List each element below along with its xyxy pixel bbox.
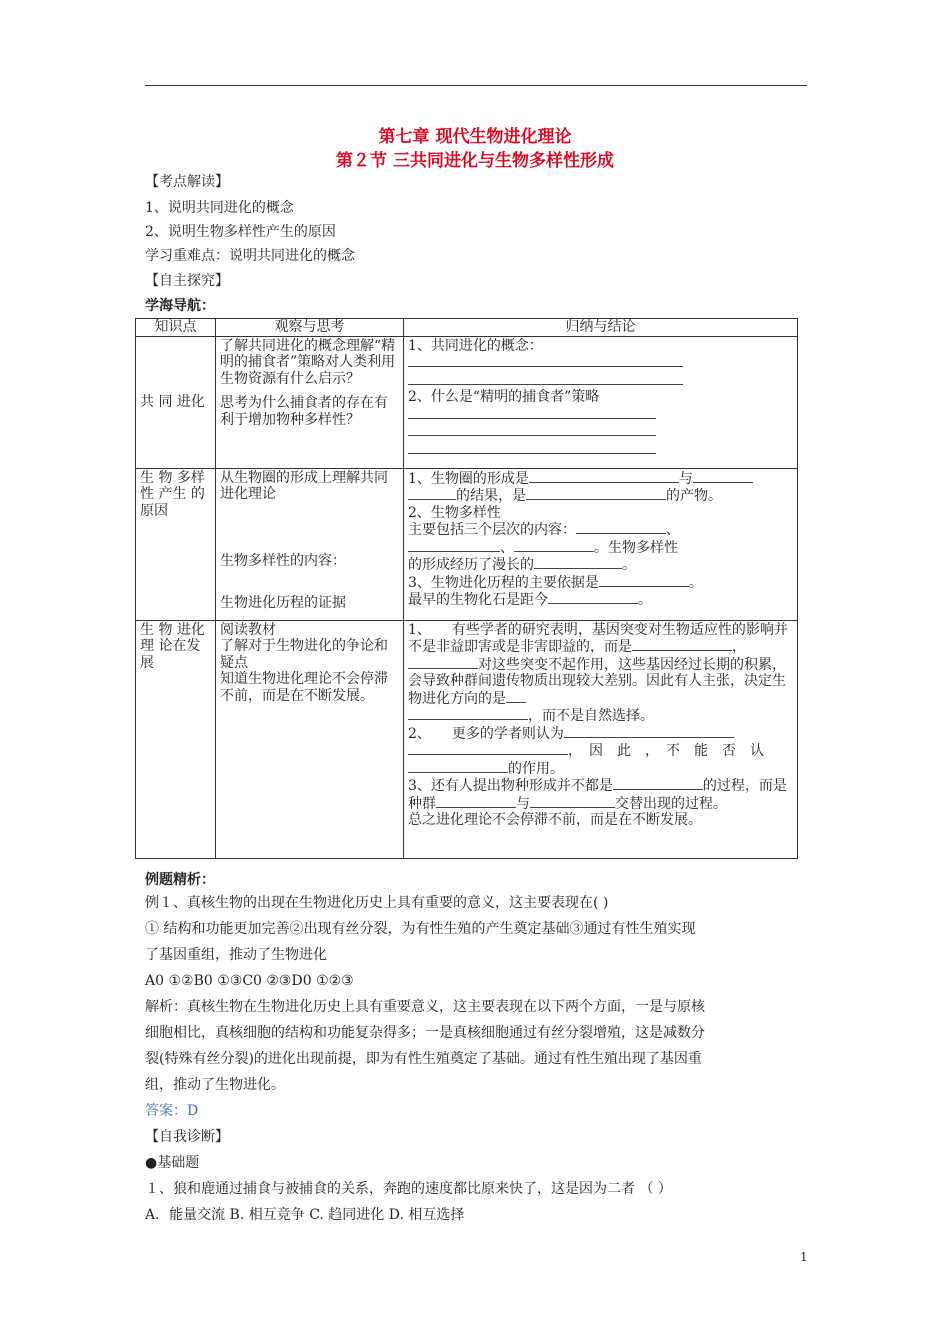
conclude-text: 的产物。	[666, 488, 722, 504]
fill-blank[interactable]	[599, 574, 689, 587]
table-row	[136, 468, 798, 620]
fill-blank[interactable]	[564, 725, 734, 738]
page-number: 1	[800, 1250, 808, 1264]
conclude-text: ，而不是自然选择。	[528, 708, 654, 724]
fill-blank[interactable]	[632, 638, 732, 651]
selftest-question: １、狼和鹿通过捕食与被捕食的关系，奔跑的速度都比原来快了，这是因为二者 （ ）	[145, 1181, 672, 1197]
header-conclude: 归纳与结论	[404, 319, 798, 337]
fill-blank[interactable]	[529, 470, 679, 483]
conclude-text: 的形成经历了漫长的	[408, 557, 534, 573]
fill-blank[interactable]	[408, 760, 508, 773]
fill-blank[interactable]	[526, 487, 666, 500]
analysis-text: 解析：真核生物在生物进化历史上具有重要意义，这主要表现在以下两个方面，一是与原核	[145, 999, 705, 1015]
kaodian-item-1: 1、说明共同进化的概念	[145, 200, 294, 216]
fill-blank[interactable]	[530, 795, 615, 808]
fill-blank[interactable]	[408, 707, 528, 720]
conclude-text: 最早的生物化石是距今	[408, 592, 548, 608]
conclude-text: 总之进化理论不会停滞不前，而是在不断发展。	[408, 812, 702, 828]
options-text: 了基因重组，推动了生物进化	[145, 947, 327, 963]
conclude-text: 主要包括三个层次的内容：	[408, 522, 576, 538]
table-row	[136, 336, 798, 468]
topic-cell: 生 物 进化 理 论在发展	[136, 620, 216, 858]
conclude-text: 2、什么是“精明的捕食者”策略	[408, 389, 600, 405]
fill-blank[interactable]	[408, 441, 656, 454]
conclude-text: 1、共同进化的概念：	[408, 337, 543, 354]
conclude-text: 交替出现的过程。	[615, 795, 727, 812]
basic-label: ●基础题	[145, 1155, 200, 1171]
fill-blank[interactable]	[576, 521, 666, 534]
header-rule	[145, 85, 807, 86]
conclude-text: 与	[516, 795, 530, 812]
options-text: ① 结构和功能更加完善②出现有丝分裂，为有性生殖的产生奠定基础③通过有性生殖实现	[145, 921, 696, 937]
conclude-text: 1、生物圈的形成是	[408, 470, 529, 487]
fill-blank[interactable]	[408, 539, 500, 552]
topic-cell: 共 同 进化	[136, 336, 216, 468]
conclude-text: 。	[622, 557, 636, 573]
selftest-heading: 【自我诊断】	[145, 1129, 229, 1145]
conclude-text: 的作用。	[508, 760, 564, 777]
analysis-text: 细胞相比，真核细胞的结构和功能复杂得多；一是真核细胞通过有丝分裂增殖，这是减数分	[145, 1025, 705, 1041]
conclude-cell	[404, 336, 798, 468]
conclude-text: 3、还有人提出物种形成并不都是	[408, 778, 613, 794]
conclude-cell	[404, 468, 798, 620]
fill-blank[interactable]	[408, 423, 656, 436]
chapter-title: 第七章 现代生物进化理论	[378, 127, 572, 147]
selftest-options: A．能量交流 B. 相互竞争 C. 趋同进化 D. 相互选择	[145, 1207, 465, 1223]
table-row	[136, 620, 798, 858]
conclude-text: 、	[500, 539, 514, 556]
conclude-text: 的结果，是	[456, 488, 526, 504]
conclude-text: 的过程，而是种群	[408, 778, 787, 812]
fill-blank[interactable]	[693, 470, 753, 483]
observe-text: 了解共同进化的概念理解“精明的捕食者”策略对人类利用生物资源有什么启示？	[220, 337, 396, 387]
fill-blank[interactable]	[408, 656, 478, 669]
conclude-text: 。	[638, 592, 652, 608]
answer-text: 答案：D	[145, 1103, 199, 1119]
example-question	[145, 890, 807, 1228]
nav-label: 学海导航：	[145, 298, 215, 314]
fill-blank[interactable]	[548, 591, 638, 604]
analysis-text: 组，推动了生物进化。	[145, 1077, 285, 1093]
fill-blank[interactable]	[613, 777, 703, 790]
fill-blank[interactable]	[408, 354, 683, 367]
conclude-text: ， 因 此 ， 不 能 否 认	[568, 743, 764, 759]
difficulty-line: 学习重难点：说明共同进化的概念	[145, 248, 355, 264]
conclude-text: 对这些突变不起作用，这些基因经过长期的积累，会导致种群间遗传物质出现较大差别。因此有人主张，决定生物进化方向的是	[408, 656, 786, 707]
conclude-text: 。	[688, 574, 703, 591]
study-table	[135, 318, 798, 859]
conclude-text: 2、 更多的学者则认为	[408, 725, 564, 742]
fill-blank[interactable]	[408, 372, 683, 385]
observe-text: 知道生物进化理论不会停滞不前，而是在不断发展。	[220, 671, 388, 704]
header-topic: 知识点	[136, 319, 216, 337]
kaodian-item-2: 2、说明生物多样性产生的原因	[145, 224, 336, 240]
observe-cell	[216, 336, 404, 468]
example-heading: 例题精析：	[145, 872, 215, 888]
zizhu-heading: 【自主探究】	[145, 273, 229, 289]
conclude-cell	[404, 620, 798, 858]
section-title: 第２节 三共同进化与生物多样性形成	[336, 151, 614, 171]
observe-text: 阅读教材	[220, 621, 276, 638]
conclude-text: 1、 有些学者的研究表明，基因突变对生物适应性的影响并不是非益即害或是非害即益的，而是	[408, 621, 788, 655]
conclude-text: 。生物多样性	[594, 539, 678, 556]
choices-text: A0 ①②B0 ①③C0 ②③D0 ①②③	[145, 973, 354, 989]
header-observe: 观察与思考	[216, 319, 404, 337]
fill-blank[interactable]	[506, 690, 526, 703]
fill-blank[interactable]	[408, 742, 568, 755]
fill-blank[interactable]	[534, 556, 622, 569]
fill-blank[interactable]	[408, 406, 656, 419]
table-header-row	[136, 319, 798, 337]
conclude-text: 与	[678, 470, 693, 487]
analysis-text: 裂(特殊有丝分裂)的进化出现前提，即为有性生殖奠定了基础。通过有性生殖出现了基因重	[145, 1051, 702, 1067]
observe-text: 生物多样性的内容：	[220, 552, 346, 569]
conclude-text: 、	[666, 522, 680, 538]
observe-cell	[216, 468, 404, 620]
fill-blank[interactable]	[514, 539, 594, 552]
observe-text: 了解对于生物进化的争论和疑点	[220, 638, 388, 671]
topic-cell: 生 物 多样 性 产生 的 原因	[136, 468, 216, 620]
observe-text: 生物进化历程的证据	[220, 595, 346, 611]
observe-text: 思考为什么捕食者的存在有利于增加物种多样性？	[220, 395, 388, 428]
conclude-text: ，	[732, 639, 746, 655]
conclude-text: 2、生物多样性	[408, 504, 501, 521]
observe-text: 从生物圈的形成上理解共同进化理论	[220, 469, 388, 502]
fill-blank[interactable]	[408, 487, 456, 500]
fill-blank[interactable]	[436, 795, 516, 808]
kaodian-heading: 【考点解读】	[145, 174, 229, 190]
conclude-text: 3、生物进化历程的主要依据是	[408, 574, 599, 591]
question-text: 例１、真核生物的出现在生物进化历史上具有重要的意义，这主要表现在( )	[145, 895, 609, 911]
observe-cell	[216, 620, 404, 858]
